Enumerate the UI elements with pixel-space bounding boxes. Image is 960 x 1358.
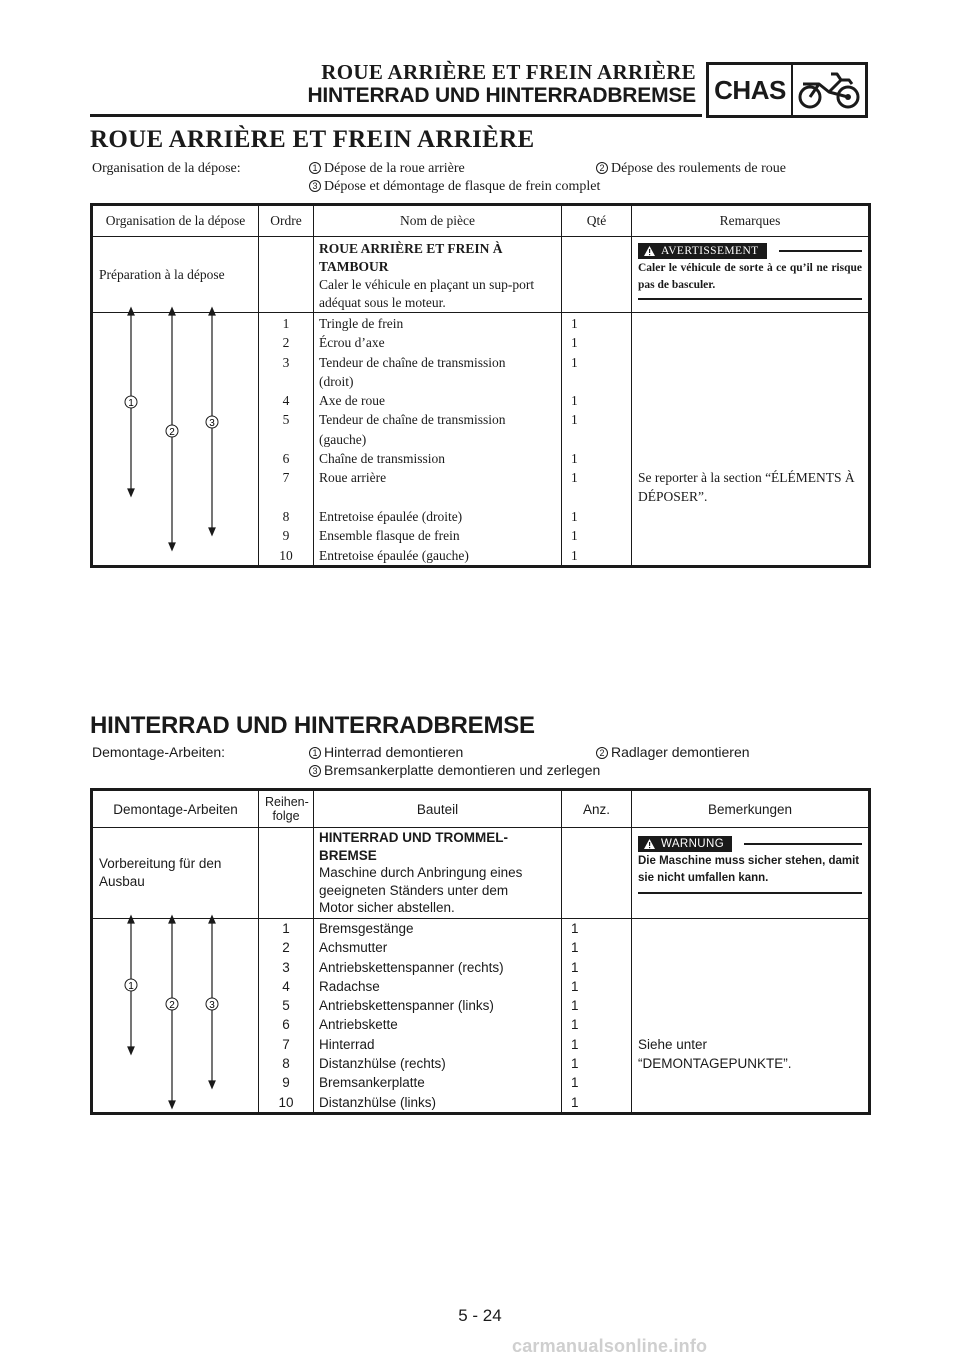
org-item-2-de <box>596 744 750 760</box>
part-name: Axe de roue <box>319 393 385 409</box>
warning-tag <box>638 243 767 259</box>
part-name: Chaîne de transmission <box>319 451 445 467</box>
prep-row <box>92 237 870 313</box>
part-name: Entretoise épaulée (droite) <box>319 508 463 524</box>
order: 6 <box>282 1017 290 1033</box>
qty: 1 <box>571 1056 579 1072</box>
part-name: Antriebskettenspanner (links) <box>319 998 494 1014</box>
prep-row <box>92 828 870 919</box>
warning-text: Die Maschine muss sicher stehen, damit sie nicht umfallen kann. <box>638 855 860 884</box>
marker-2: 2 <box>169 1000 175 1011</box>
prep-part-text: Caler le véhicule en plaçant un sup-port adéquat sous le moteur. <box>319 277 535 310</box>
order: 5 <box>282 998 290 1014</box>
qty: 1 <box>571 978 579 994</box>
page-number: 5 - 24 <box>458 1306 502 1325</box>
org-item-3-de <box>309 762 600 778</box>
header-rule <box>90 114 702 117</box>
qty: 1 <box>571 921 579 936</box>
badge-label: CHAS <box>709 65 793 115</box>
qty: 1 <box>571 1075 579 1091</box>
marker-3: 3 <box>309 180 321 192</box>
warning-tag <box>638 836 732 852</box>
part-name: Antriebskettenspanner (rechts) <box>319 959 504 975</box>
order: 9 <box>282 1075 290 1091</box>
warning-label: WARNUNG <box>661 838 725 850</box>
org-text: Radlager demontieren <box>611 744 750 760</box>
sequence-arrows-de <box>110 914 230 1114</box>
qty: 1 <box>571 508 578 524</box>
remarks-cell <box>632 919 870 1114</box>
order-column <box>259 313 314 567</box>
marker-1: 1 <box>128 398 134 409</box>
prep-label-text: Vorbereitung für den Ausbau <box>99 856 222 889</box>
qty: 1 <box>571 316 578 331</box>
table-header <box>92 790 870 828</box>
part-name: Distanzhülse (rechts) <box>319 1056 446 1072</box>
order: 4 <box>282 393 290 409</box>
prep-part-text: Maschine durch Anbringung eines geeigneten Ständers unter dem Motor sicher abstellen. <box>319 865 523 915</box>
org-text: Dépose des roulements de roue <box>611 161 786 176</box>
remark-text: Se reporter à la section “ÉLÉMENTS À DÉPOSER”. <box>638 470 855 505</box>
part-name: Hinterrad <box>319 1036 375 1052</box>
org-item-3-fr <box>309 179 600 195</box>
part-name: Bremsankerplatte <box>319 1075 425 1091</box>
watermark: carmanualsonline.info <box>512 1336 708 1356</box>
qty: 1 <box>571 451 578 467</box>
qty: 1 <box>571 354 578 370</box>
order: 8 <box>282 508 290 524</box>
sequence-arrows-fr <box>110 306 230 554</box>
part-name: Tendeur de chaîne de transmission (gauche) <box>319 412 506 447</box>
col-header: Ordre <box>259 205 314 237</box>
part-name: Écrou d’axe <box>319 335 385 351</box>
col-header: Qté <box>562 205 632 237</box>
part-name: Bremsgestänge <box>319 921 414 936</box>
order: 6 <box>282 451 290 467</box>
marker-3: 3 <box>209 1000 215 1011</box>
order: 7 <box>282 1036 290 1052</box>
order: 8 <box>282 1056 290 1072</box>
qty: 1 <box>571 412 578 428</box>
warning-icon <box>644 246 655 256</box>
marker-1: 1 <box>309 162 321 174</box>
order: 5 <box>282 412 290 428</box>
marker-3: 3 <box>209 418 215 429</box>
col-header: Organisation de la dépose <box>92 205 259 237</box>
col-header: Remarques <box>632 205 870 237</box>
part-name: Entretoise épaulée (gauche) <box>319 547 469 563</box>
col-header: Bauteil <box>314 790 562 828</box>
qty: 1 <box>571 470 578 486</box>
org-text: Hinterrad demontieren <box>324 744 464 760</box>
order: 10 <box>278 1094 294 1110</box>
col-header: Anz. <box>562 790 632 828</box>
prep-part <box>314 237 562 313</box>
marker-1: 1 <box>128 981 134 992</box>
warning-box <box>638 836 862 894</box>
qty: 1 <box>571 335 578 351</box>
header-title-fr: ROUE ARRIÈRE ET FREIN ARRIÈRE <box>321 60 696 84</box>
marker-2: 2 <box>169 427 175 438</box>
marker-2: 2 <box>596 162 608 174</box>
remarks-cell <box>632 313 870 567</box>
qty: 1 <box>571 528 578 544</box>
chassis-badge <box>706 62 868 118</box>
warning-cell <box>632 237 870 313</box>
prep-part <box>314 828 562 919</box>
qty: 1 <box>571 1094 579 1110</box>
warning-box <box>638 243 862 300</box>
part-name: Ensemble flasque de frein <box>319 528 460 544</box>
marker-3: 3 <box>309 765 321 777</box>
remark-text: Siehe unter “DEMONTAGEPUNKTE”. <box>638 1037 792 1072</box>
org-text: Dépose et démontage de flasque de frein complet <box>324 179 601 194</box>
qty: 1 <box>571 1036 579 1052</box>
org-item-2-fr <box>596 161 786 177</box>
name-column <box>314 919 562 1114</box>
order-column <box>259 919 314 1114</box>
part-name: Antriebskette <box>319 1017 398 1033</box>
part-name: Distanzhülse (links) <box>319 1094 437 1110</box>
prep-part-title: ROUE ARRIÈRE ET FREIN À TAMBOUR <box>319 241 503 274</box>
order: 1 <box>282 921 290 936</box>
col-header: Nom de pièce <box>314 205 562 237</box>
prep-part-title: HINTERRAD UND TROMMEL-BREMSE <box>319 830 508 863</box>
part-name: Achsmutter <box>319 940 388 956</box>
col-header: Demontage-Arbeiten <box>92 790 259 828</box>
org-label-de: Demontage-Arbeiten: <box>92 744 226 760</box>
order: 9 <box>282 528 290 544</box>
order: 3 <box>282 354 290 370</box>
prep-label <box>92 828 259 919</box>
part-name: Tendeur de chaîne de transmission (droit) <box>319 354 506 389</box>
header-title-de: HINTERRAD UND HINTERRADBREMSE <box>307 84 696 107</box>
qty: 1 <box>571 393 578 409</box>
qty-column <box>562 919 632 1114</box>
section-title-de: HINTERRAD UND HINTERRADBREMSE <box>90 712 535 739</box>
order: 7 <box>282 470 290 486</box>
warning-text: Caler le véhicule de sorte à ce qu’il ne risque pas de basculer. <box>638 262 862 291</box>
order: 2 <box>282 940 290 956</box>
marker-2: 2 <box>596 747 608 759</box>
prep-label: Préparation à la dépose <box>92 237 259 313</box>
qty-column <box>562 313 632 567</box>
order: 3 <box>282 959 290 975</box>
col-header: Reihen-folge <box>259 790 314 828</box>
part-name: Roue arrière <box>319 470 387 486</box>
order: 10 <box>279 547 293 563</box>
qty: 1 <box>571 998 579 1014</box>
table-header <box>92 205 870 237</box>
marker-1: 1 <box>309 747 321 759</box>
order: 1 <box>282 316 290 331</box>
part-name: Radachse <box>319 978 380 994</box>
part-name: Tringle de frein <box>319 316 404 331</box>
org-text: Bremsankerplatte demontieren und zerlegen <box>324 762 601 778</box>
warning-icon <box>644 839 655 849</box>
order: 2 <box>282 335 290 351</box>
qty: 1 <box>571 547 578 563</box>
name-column <box>314 313 562 567</box>
org-label-fr: Organisation de la dépose: <box>92 161 241 176</box>
order: 4 <box>282 978 290 994</box>
org-text: Dépose de la roue arrière <box>324 161 465 176</box>
warning-label: AVERTISSEMENT <box>661 245 759 257</box>
org-item-1-fr <box>309 161 465 177</box>
col-header: Bemerkungen <box>632 790 870 828</box>
warning-cell <box>632 828 870 919</box>
motorcycle-icon <box>793 65 865 115</box>
qty: 1 <box>571 940 579 956</box>
qty: 1 <box>571 959 579 975</box>
qty: 1 <box>571 1017 579 1033</box>
section-title-fr: ROUE ARRIÈRE ET FREIN ARRIÈRE <box>90 126 535 153</box>
org-item-1-de <box>309 744 463 760</box>
